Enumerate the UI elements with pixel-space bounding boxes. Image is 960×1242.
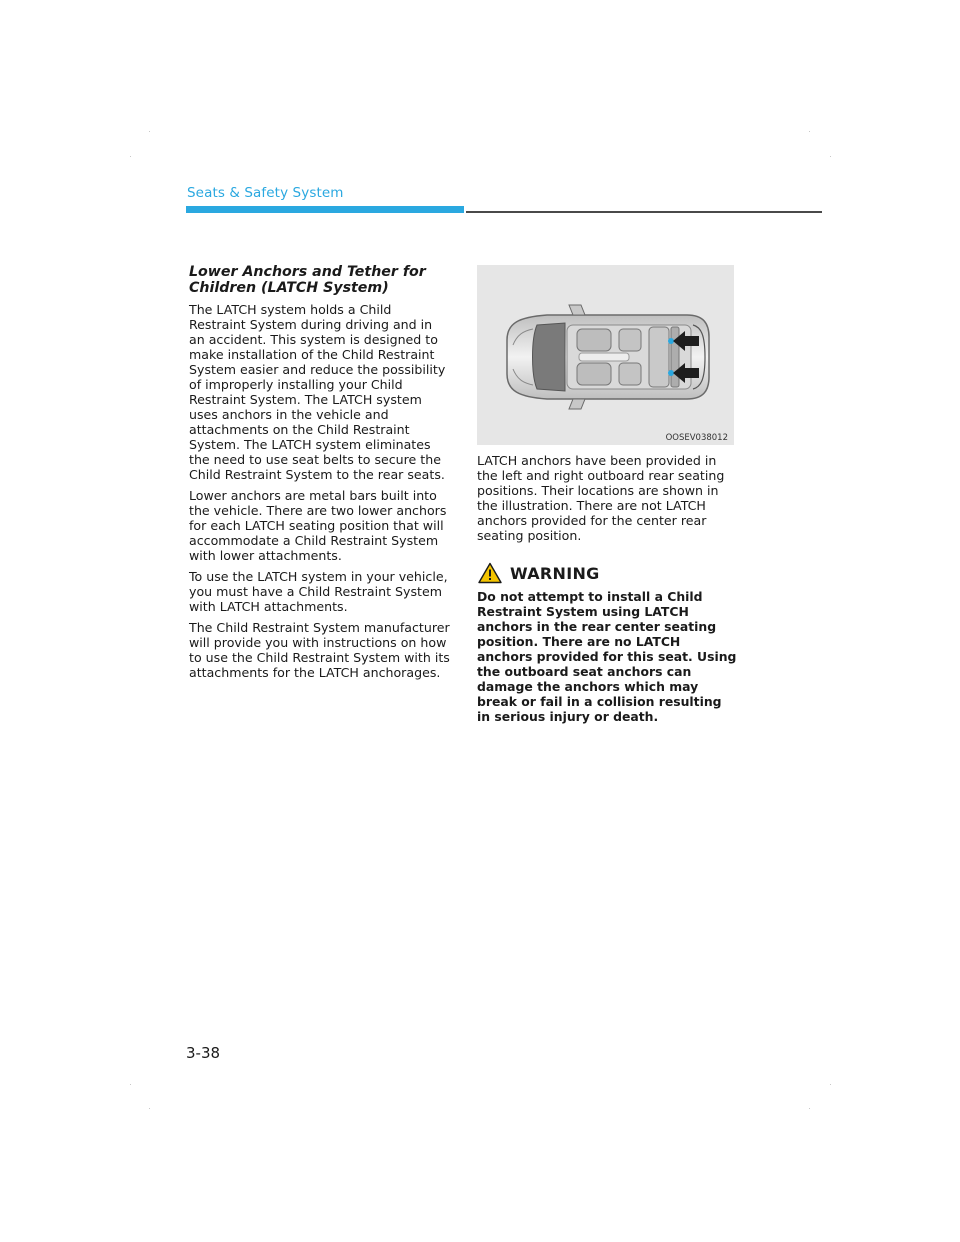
right-column [477, 453, 734, 543]
crop-mark [809, 131, 810, 132]
paragraph-manufacturer: The Child Restraint System manufacturer will provide you with instructions on how to use the Child Restraint System with its attachments for the LATCH anchorages. [189, 620, 450, 680]
crop-mark [809, 1108, 810, 1109]
heading-line-2: Children (LATCH System) [189, 280, 389, 296]
crop-mark [830, 156, 831, 157]
crop-mark [830, 1084, 831, 1085]
car-top-view-illustration [477, 265, 734, 445]
crop-mark [149, 1108, 150, 1109]
header-rule [466, 211, 822, 213]
paragraph-lower-anchors: Lower anchors are metal bars built into the vehicle. There are two lower anchors for each LATCH seating position that will accommodate a Child Restraint System with lower attachments. [189, 488, 447, 563]
warning-text: Do not attempt to install a Child Restraint System using LATCH anchors in the rear center seating position. There are no LATCH anchors provided for this seat. Using the outboard seat anchors can damage the anchors which may break or fail in a collision resulting in serious injury or death. [477, 589, 737, 724]
crop-mark [130, 1084, 131, 1085]
header-accent-rule [186, 206, 464, 213]
warning-triangle-icon [478, 562, 502, 584]
left-column [189, 264, 451, 686]
heading-line-1: Lower Anchors and Tether for [189, 264, 426, 280]
warning-header [478, 562, 600, 584]
section-heading [189, 264, 451, 296]
figure-code: OOSEV038012 [665, 433, 728, 443]
crop-mark [149, 131, 150, 132]
paragraph-latch-intro: The LATCH system holds a Child Restraint System during driving and in an accident. This system is designed to make installation of the Child Restraint System easier and reduce the possibility of improperly installing your Child Restraint System. The LATCH system uses anchors in the vehicle and attachments on the Child Restraint System. The LATCH system eliminates the need to use seat belts to secure the Child Restraint System to the rear seats. [189, 302, 446, 482]
latch-illustration [477, 265, 734, 445]
section-title: Seats & Safety System [187, 185, 344, 201]
page-number: 3-38 [186, 1044, 221, 1062]
crop-mark [130, 156, 131, 157]
warning-title: WARNING [510, 563, 600, 583]
paragraph-latch-use: To use the LATCH system in your vehicle, you must have a Child Restraint System with LATCH attachments. [189, 569, 448, 614]
paragraph-anchor-locations: LATCH anchors have been provided in the left and right outboard rear seating positions. Their locations are shown in the illustration. There are not LATCH anchors provided for the center rear seating position. [477, 453, 725, 543]
